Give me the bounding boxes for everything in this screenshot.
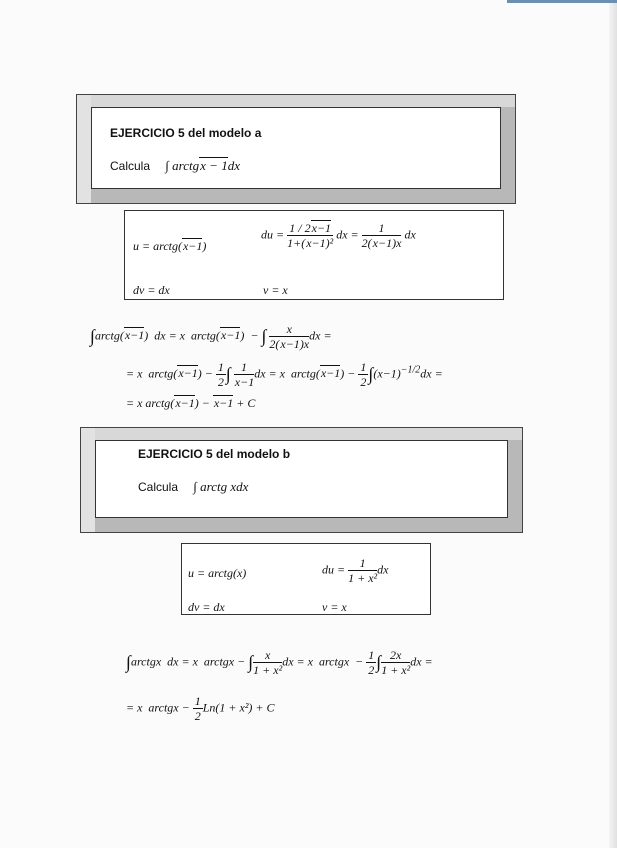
v-definition-a: v = x [263,283,288,297]
exercise-a-integral: ∫ arctgx − 1dx [165,158,240,173]
dv-definition-a: dv = dx [133,283,170,297]
solution-a-line-3: = x arctg(x−1) − x−1 + C [126,396,256,410]
solution-b-line-1: ∫arctgx dx = x arctgx − ∫ $\frac{x}{\text{1 + x²}}$ dx = x arctgx − $\frac{1}{2}$ ∫ $\frac{2x}{\text{1 + x²}}$ dx = [126,648,433,677]
exercise-b-title: EJERCICIO 5 del modelo b [138,447,291,461]
exercise-a-calcula: Calcula ∫ arctgx − 1dx [110,158,240,173]
exercise-b-calcula: Calcula ∫ arctg xdx [138,479,249,494]
parts-box-a [124,210,504,300]
solution-b-line-2: = x arctgx − $\frac{1}{2}$ Ln(1 + x²) + C [126,694,275,723]
parts-box-b [181,543,431,615]
page-edge [609,0,617,848]
u-definition-a: u = arctg(x−1) [133,239,207,253]
v-definition-b: v = x [322,600,347,614]
exercise-b-frame [80,427,523,533]
du-definition-b: du = $\frac{1}{\text{1 + x²}}$ dx [322,556,389,585]
dv-definition-b: dv = dx [188,600,225,614]
exercise-a-title: EJERCICIO 5 del modelo a [110,126,262,140]
exercise-b-integral: ∫ arctg xdx [193,479,249,494]
exercise-a-frame [76,94,516,204]
du-definition-a: du = $\frac{1 / 2x-1}{\text{1+(x−1)²}}$ dx = $\frac{1}{2(x-1)x}$ dx [261,221,416,250]
scan-edge-bar [507,0,617,3]
solution-a-line-1: ∫arctg(x−1) dx = x arctg(x−1) − ∫ $\frac{x}{2(x-1)x}$ dx = [90,322,332,351]
solution-a-line-2: = x arctg(x−1) − $\frac{1}{2}$ ∫ $\frac{1}{x-1}$ dx = x arctg(x−1) − $\frac{1}{2}$ $\int(x-1)^{-1/2}dx$ = [126,360,443,389]
u-definition-b: u = arctg(x) [188,566,247,580]
